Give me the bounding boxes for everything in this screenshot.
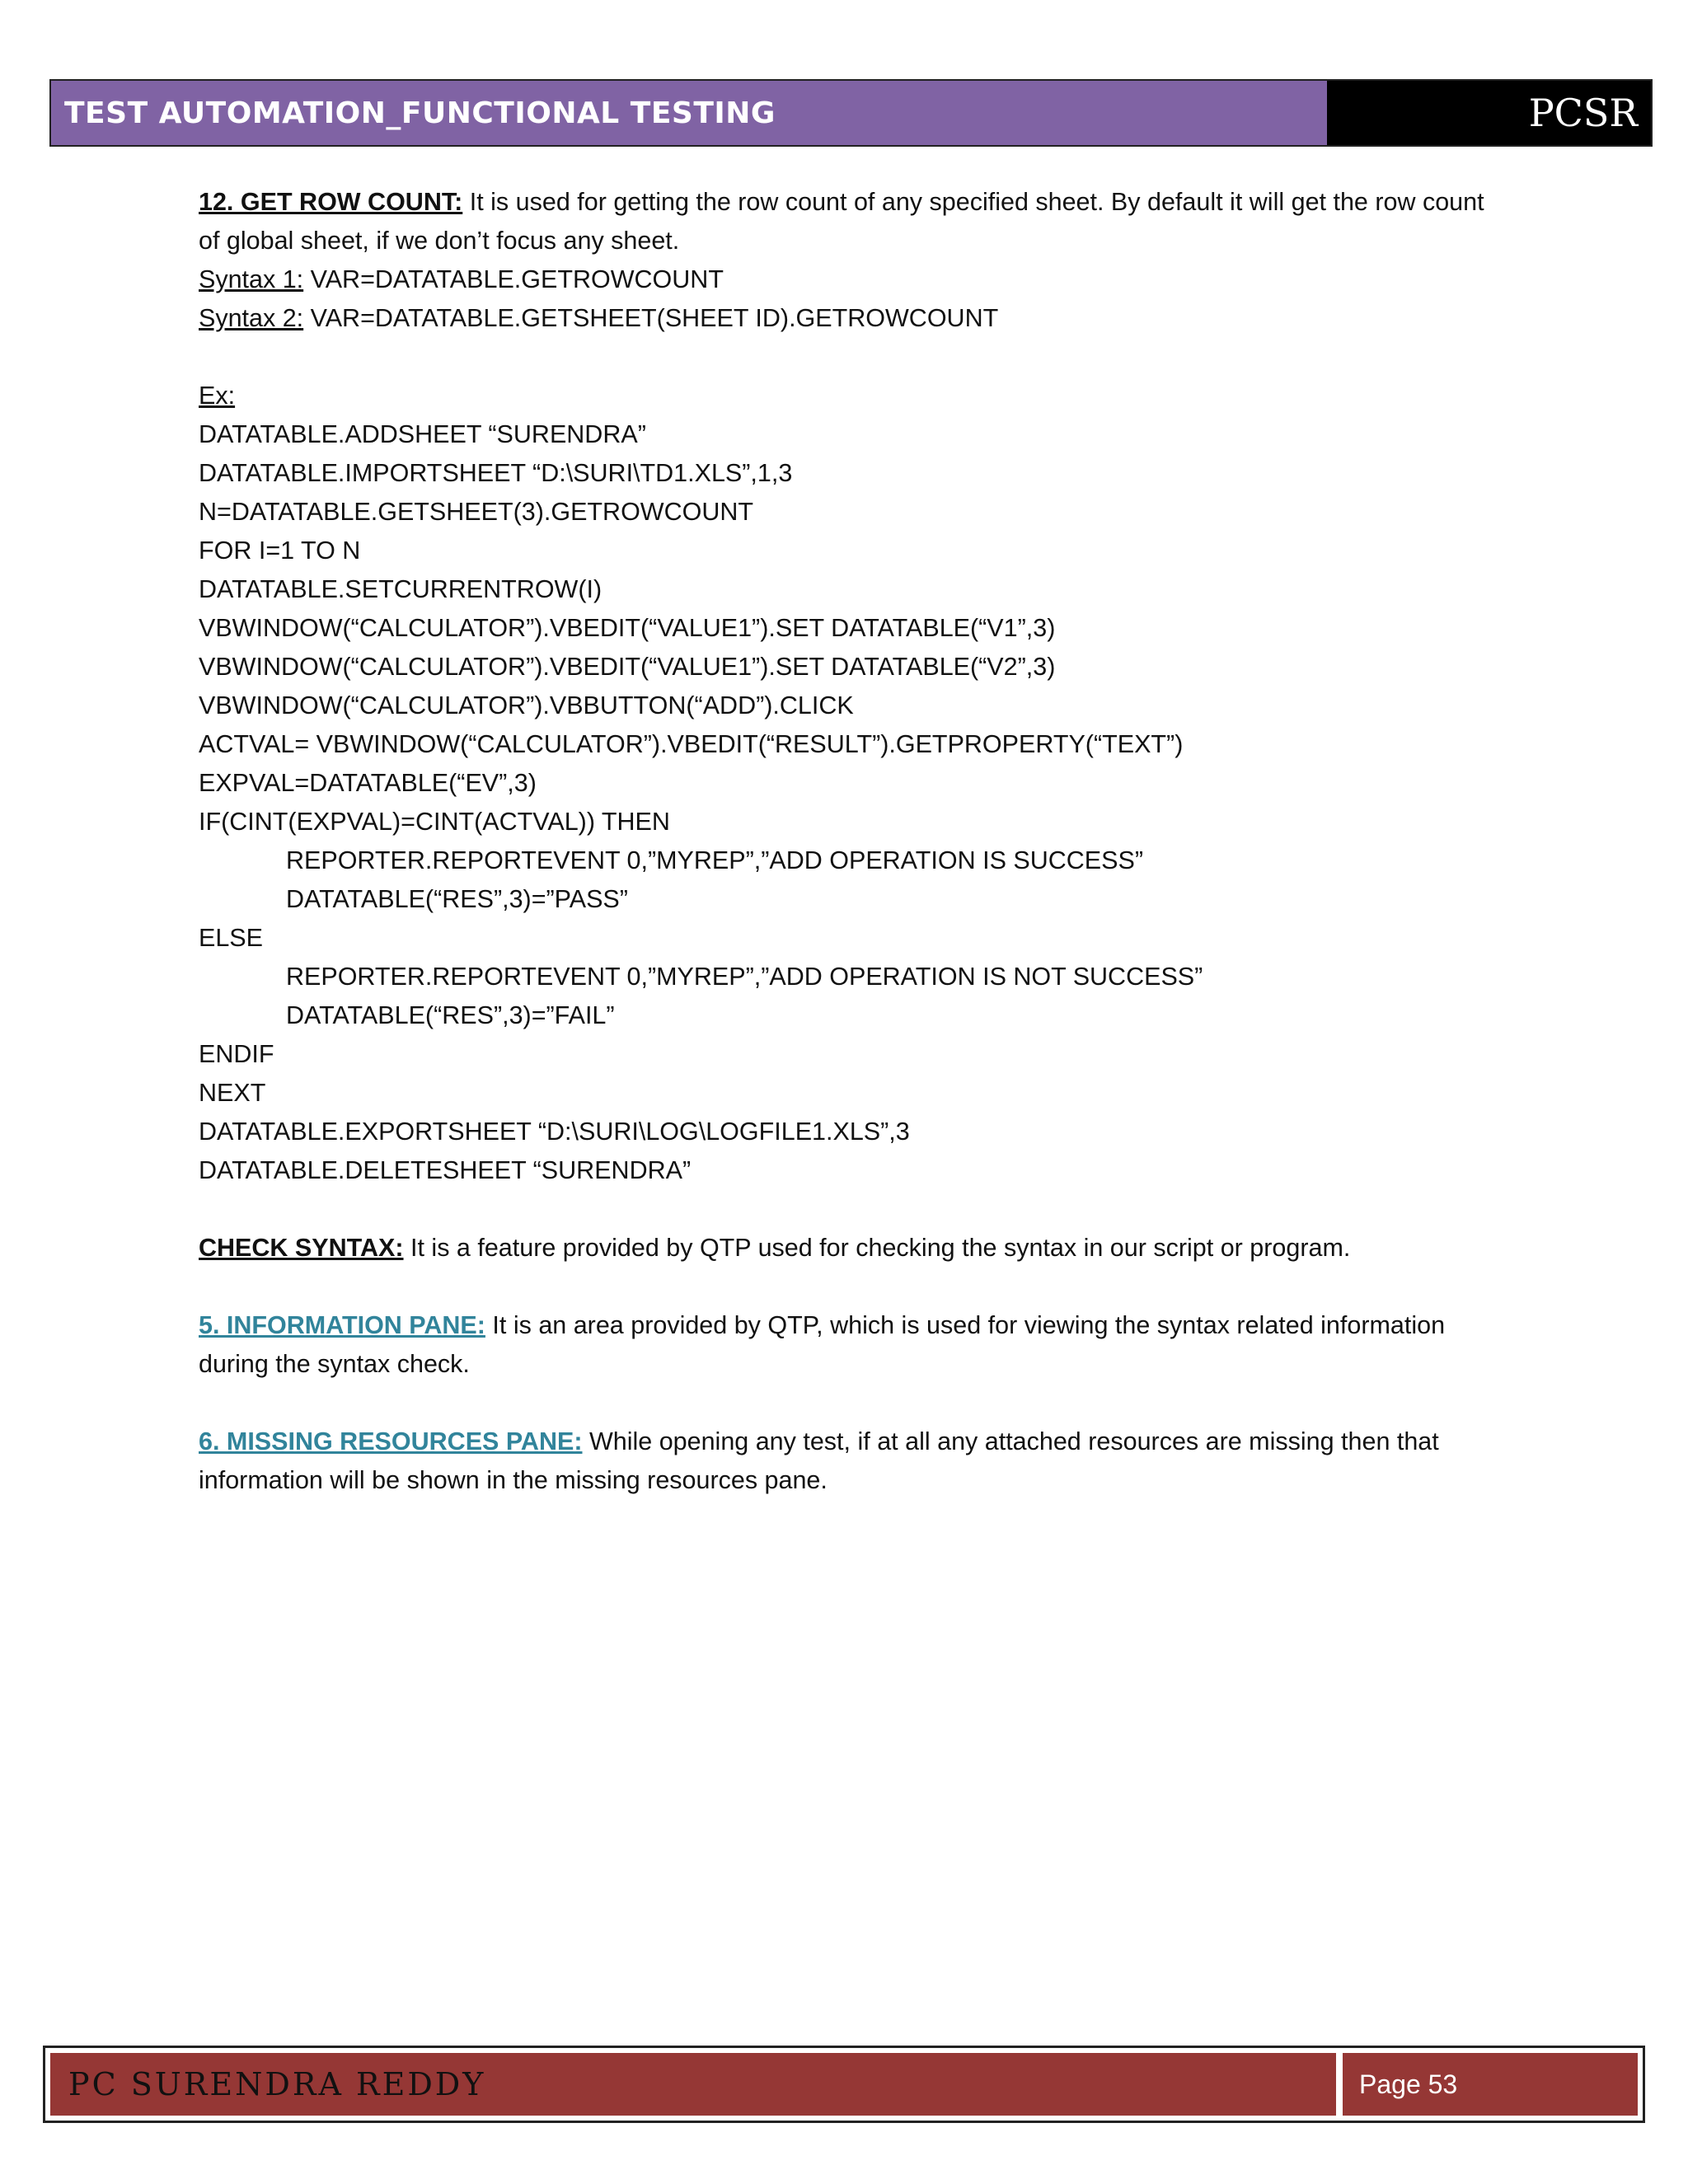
footer-author: PC SURENDRA REDDY <box>50 2053 1336 2116</box>
code-line: ACTVAL= VBWINDOW(“CALCULATOR”).VBEDIT(“RESULT”).GETPROPERTY(“TEXT”) <box>199 730 1184 758</box>
code-line: DATATABLE.DELETESHEET “SURENDRA” <box>199 1156 692 1184</box>
syntax-2-label: Syntax 2: <box>199 304 304 332</box>
get-row-count-text: It is used for getting the row count of any specified sheet. By default it will get the row count <box>462 188 1484 216</box>
page-header <box>49 79 1653 147</box>
code-line: ENDIF <box>199 1040 274 1068</box>
information-pane-text-line2: during the syntax check. <box>199 1350 470 1378</box>
missing-resources-heading: 6. MISSING RESOURCES PANE: <box>199 1427 583 1455</box>
syntax-1-value: VAR=DATATABLE.GETROWCOUNT <box>303 265 724 293</box>
example-label: Ex: <box>199 382 236 410</box>
code-line: FOR I=1 TO N <box>199 537 361 565</box>
syntax-1 <box>199 260 1517 299</box>
code-line: DATATABLE.ADDSHEET “SURENDRA” <box>199 420 646 448</box>
section-get-row-count-line1 <box>199 183 1517 222</box>
header-title: TEST AUTOMATION_FUNCTIONAL TESTING <box>51 81 1327 145</box>
document-body <box>199 183 1517 1500</box>
code-line: EXPVAL=DATATABLE(“EV”,3) <box>199 769 537 797</box>
code-block <box>199 415 1517 1190</box>
check-syntax-heading: CHECK SYNTAX: <box>199 1234 404 1262</box>
missing-resources-text: While opening any test, if at all any attached resources are missing then that <box>582 1427 1439 1455</box>
information-pane-text: It is an area provided by QTP, which is used for viewing the syntax related information <box>485 1311 1446 1339</box>
code-line: DATATABLE(“RES”,3)=”PASS” <box>286 885 628 913</box>
missing-resources-text-line2: information will be shown in the missing resources pane. <box>199 1466 828 1494</box>
code-line: NEXT <box>199 1079 266 1107</box>
code-line: DATATABLE.SETCURRENTROW(I) <box>199 575 603 603</box>
code-line: DATATABLE(“RES”,3)=”FAIL” <box>286 1001 615 1029</box>
code-line: N=DATATABLE.GETSHEET(3).GETROWCOUNT <box>199 498 754 526</box>
code-line: VBWINDOW(“CALCULATOR”).VBEDIT(“VALUE1”).SET DATATABLE(“V1”,3) <box>199 614 1056 642</box>
information-pane-paragraph <box>199 1306 1517 1345</box>
code-line: DATATABLE.EXPORTSHEET “D:\SURI\LOG\LOGFILE1.XLS”,3 <box>199 1118 910 1146</box>
get-row-count-heading: 12. GET ROW COUNT: <box>199 188 463 216</box>
check-syntax-paragraph <box>199 1229 1517 1268</box>
page-footer <box>43 2046 1645 2123</box>
code-line: VBWINDOW(“CALCULATOR”).VBEDIT(“VALUE1”).SET DATATABLE(“V2”,3) <box>199 653 1056 681</box>
code-line: DATATABLE.IMPORTSHEET “D:\SURI\TD1.XLS”,1,3 <box>199 459 793 487</box>
code-line: IF(CINT(EXPVAL)=CINT(ACTVAL)) THEN <box>199 808 670 836</box>
check-syntax-text: It is a feature provided by QTP used for checking the syntax in our script or program. <box>403 1234 1351 1262</box>
syntax-1-label: Syntax 1: <box>199 265 304 293</box>
code-line: ELSE <box>199 924 263 952</box>
missing-resources-paragraph <box>199 1422 1517 1461</box>
code-line: REPORTER.REPORTEVENT 0,”MYREP”,”ADD OPERATION IS NOT SUCCESS” <box>286 963 1203 991</box>
information-pane-heading: 5. INFORMATION PANE: <box>199 1311 485 1339</box>
header-brand: PCSR <box>1327 81 1651 145</box>
page-number: Page 53 <box>1343 2053 1638 2116</box>
syntax-2 <box>199 299 1517 338</box>
code-line: REPORTER.REPORTEVENT 0,”MYREP”,”ADD OPERATION IS SUCCESS” <box>286 846 1143 874</box>
get-row-count-text-line2: of global sheet, if we don’t focus any sheet. <box>199 227 680 255</box>
code-line: VBWINDOW(“CALCULATOR”).VBBUTTON(“ADD”).CLICK <box>199 691 854 719</box>
syntax-2-value: VAR=DATATABLE.GETSHEET(SHEET ID).GETROWCOUNT <box>303 304 999 332</box>
